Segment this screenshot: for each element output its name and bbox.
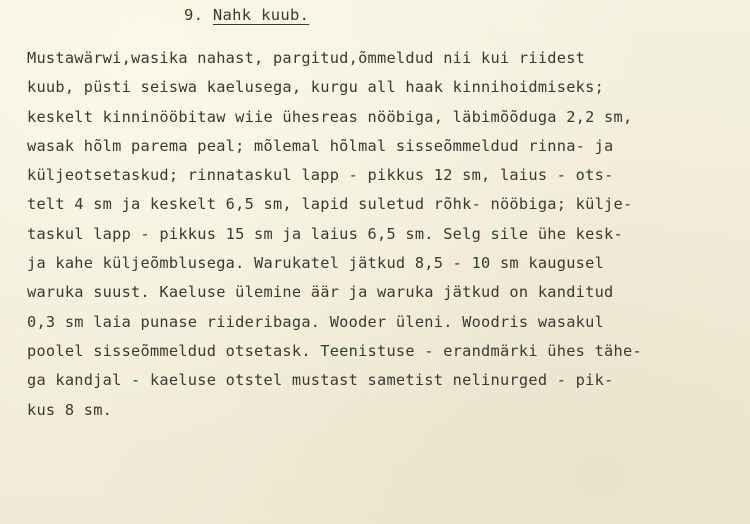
text-line: poolel sisseõmmeldud otsetask. Teenistuse - erandmärki ühes tähe-: [27, 341, 642, 360]
text-line: wasak hõlm parema peal; mõlemal hõlmal sisseõmmeldud rinna- ja: [27, 136, 614, 155]
section-heading: [184, 6, 309, 24]
text-line: kuub, püsti seiswa kaelusega, kurgu all haak kinnihoidmiseks;: [27, 78, 605, 97]
text-line: kus 8 sm.: [27, 400, 113, 419]
text-line: 0,3 sm laia punase riideribaga. Wooder üleni. Woodris wasakul: [27, 312, 605, 331]
text-line: ga kandjal - kaeluse otstel mustast sametist nelinurged - pik-: [27, 371, 614, 390]
text-line: küljeotsetaskud; rinnataskul lapp - pikkus 12 sm, laius - ots-: [27, 166, 614, 185]
text-line: ja kahe küljeõmblusega. Warukatel jätkud 8,5 - 10 sm kaugusel: [27, 254, 605, 273]
section-title: Nahk kuub.: [212, 6, 310, 24]
section-number: 9.: [184, 6, 204, 24]
text-line: keskelt kinninööbitaw wiie ühesreas nööbiga, läbimõõduga 2,2 sm,: [27, 107, 633, 126]
text-line: telt 4 sm ja keskelt 6,5 sm, lapid suletud rõhk- nööbiga; külje-: [27, 195, 633, 214]
text-line: waruka suust. Kaeluse ülemine äär ja waruka jätkud on kanditud: [27, 283, 614, 302]
text-line: taskul lapp - pikkus 15 sm ja laius 6,5 sm. Selg sile ühe kesk-: [27, 224, 623, 243]
text-line: Mustawärwi,wasika nahast, pargitud,õmmeldud nii kui riidest: [27, 49, 586, 67]
body-text: [27, 44, 742, 425]
